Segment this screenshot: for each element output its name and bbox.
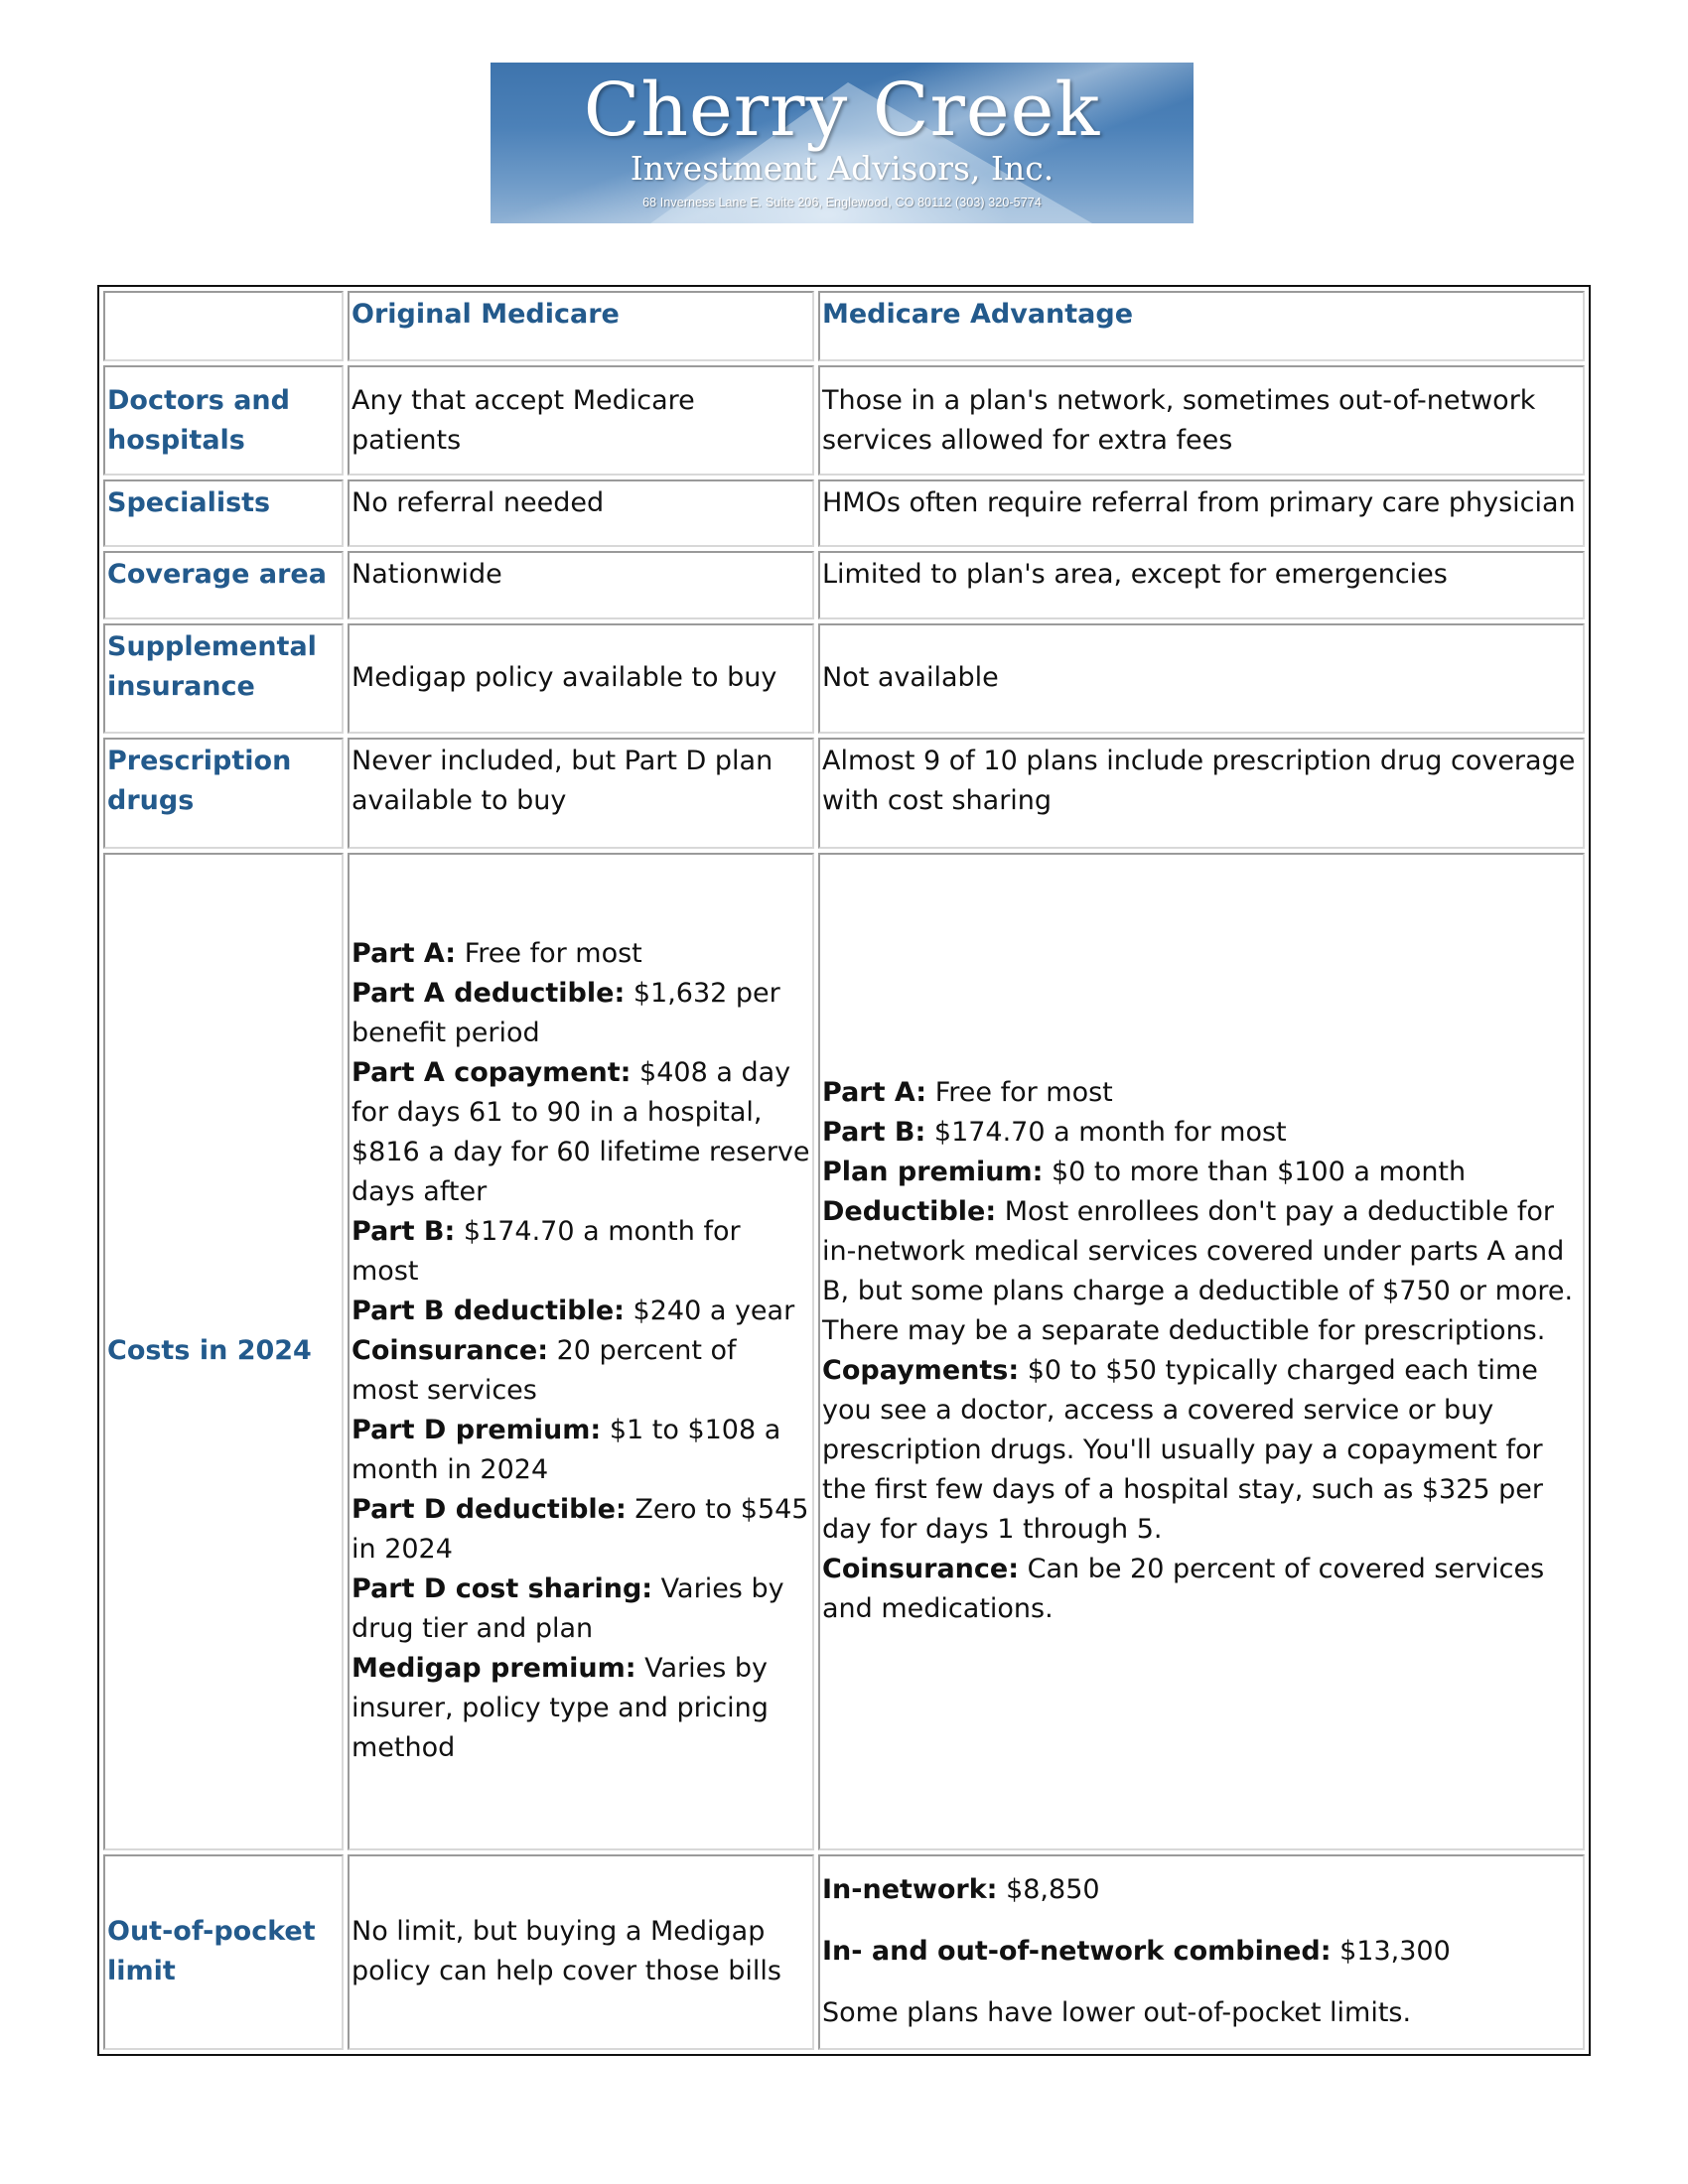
row-label: Specialists (103, 479, 344, 547)
row-label-oop: Out-of-pocket limit (103, 1854, 344, 2050)
oop-item: In-network: $8,850 (822, 1874, 1100, 1906)
oop-note: Some plans have lower out-of-pocket limits. (822, 1997, 1412, 2029)
company-logo-banner (491, 63, 1194, 223)
original-cell: Any that accept Medicare patients (348, 365, 814, 476)
cost-item: Part D premium: $1 to $108 a month in 2024 (352, 1415, 781, 1486)
costs-row (103, 853, 1585, 1850)
cost-item: Deductible: Most enrollees don't pay a deductible for in-network medical services covered under parts A and B, but some plans charge a deductible of $750 or more. There may be a separate deductible for prescriptions. (822, 1196, 1574, 1347)
cost-item: Medigap premium: Varies by insurer, policy type and pricing method (352, 1653, 769, 1764)
logo-company-name: Cherry Creek (583, 68, 1101, 153)
header-cell-empty (103, 291, 344, 361)
original-cell: Nationwide (348, 551, 814, 618)
original-cell: No referral needed (348, 479, 814, 547)
cost-item: Part A copayment: $408 a day for days 61 to 90 in a hospital, $816 a day for 60 lifetime reserve days after (352, 1057, 810, 1208)
cost-item: Part D cost sharing: Varies by drug tier and plan (352, 1573, 784, 1645)
cost-item: Coinsurance: 20 percent of most services (352, 1335, 737, 1407)
header-medicare-advantage: Medicare Advantage (818, 291, 1585, 361)
logo-company-subtitle: Investment Advisors, Inc. (630, 149, 1055, 188)
cost-item: Part B deductible: $240 a year (352, 1296, 795, 1327)
logo-address: 68 Inverness Lane E. Suite 206, Englewood, CO 80112 (303) 320-5774 (642, 196, 1042, 209)
row-label-costs: Costs in 2024 (103, 853, 344, 1850)
original-cell: Never included, but Part D plan available to buy (348, 738, 814, 849)
original-cell: Medigap policy available to buy (348, 623, 814, 735)
cost-item: Part A: Free for most (822, 1077, 1113, 1109)
table-row (103, 365, 1585, 476)
original-oop-cell: No limit, but buying a Medigap policy can help cover those bills (348, 1854, 814, 2050)
medicare-comparison-table (99, 287, 1589, 2054)
table-row (103, 623, 1585, 735)
cost-item: Part B: $174.70 a month for most (352, 1216, 741, 1288)
cost-item: Part B: $174.70 a month for most (822, 1117, 1287, 1149)
header-row (103, 291, 1585, 361)
cost-item: Part A: Free for most (352, 938, 642, 970)
advantage-cell: Not available (818, 623, 1585, 735)
table-row (103, 738, 1585, 849)
row-label: Coverage area (103, 551, 344, 618)
cost-item: Coinsurance: Can be 20 percent of covered services and medications. (822, 1554, 1545, 1625)
advantage-costs-cell (818, 853, 1585, 1850)
oop-item: In- and out-of-network combined: $13,300 (822, 1936, 1451, 1968)
row-label: Doctors and hospitals (103, 365, 344, 476)
row-label: Prescription drugs (103, 738, 344, 849)
table-row (103, 551, 1585, 618)
comparison-table-frame (97, 285, 1591, 2056)
cost-item: Copayments: $0 to $50 typically charged each time you see a doctor, access a covered service or buy prescription drugs. You'll usually pay a copayment for the first few days of a hospital stay, such as $325 per day for days 1 through 5. (822, 1355, 1544, 1546)
out-of-pocket-row (103, 1854, 1585, 2050)
cost-item: Part A deductible: $1,632 per benefit period (352, 978, 780, 1049)
cost-item: Part D deductible: Zero to $545 in 2024 (352, 1494, 809, 1566)
advantage-oop-cell (818, 1854, 1585, 2050)
row-label: Supplemental insurance (103, 623, 344, 735)
advantage-cell: HMOs often require referral from primary care physician (818, 479, 1585, 547)
advantage-cell: Those in a plan's network, sometimes out-of-network services allowed for extra fees (818, 365, 1585, 476)
advantage-cell: Almost 9 of 10 plans include prescription drug coverage with cost sharing (818, 738, 1585, 849)
cost-item: Plan premium: $0 to more than $100 a month (822, 1157, 1467, 1188)
header-original-medicare: Original Medicare (348, 291, 814, 361)
advantage-cell: Limited to plan's area, except for emergencies (818, 551, 1585, 618)
original-costs-cell (348, 853, 814, 1850)
table-row (103, 479, 1585, 547)
